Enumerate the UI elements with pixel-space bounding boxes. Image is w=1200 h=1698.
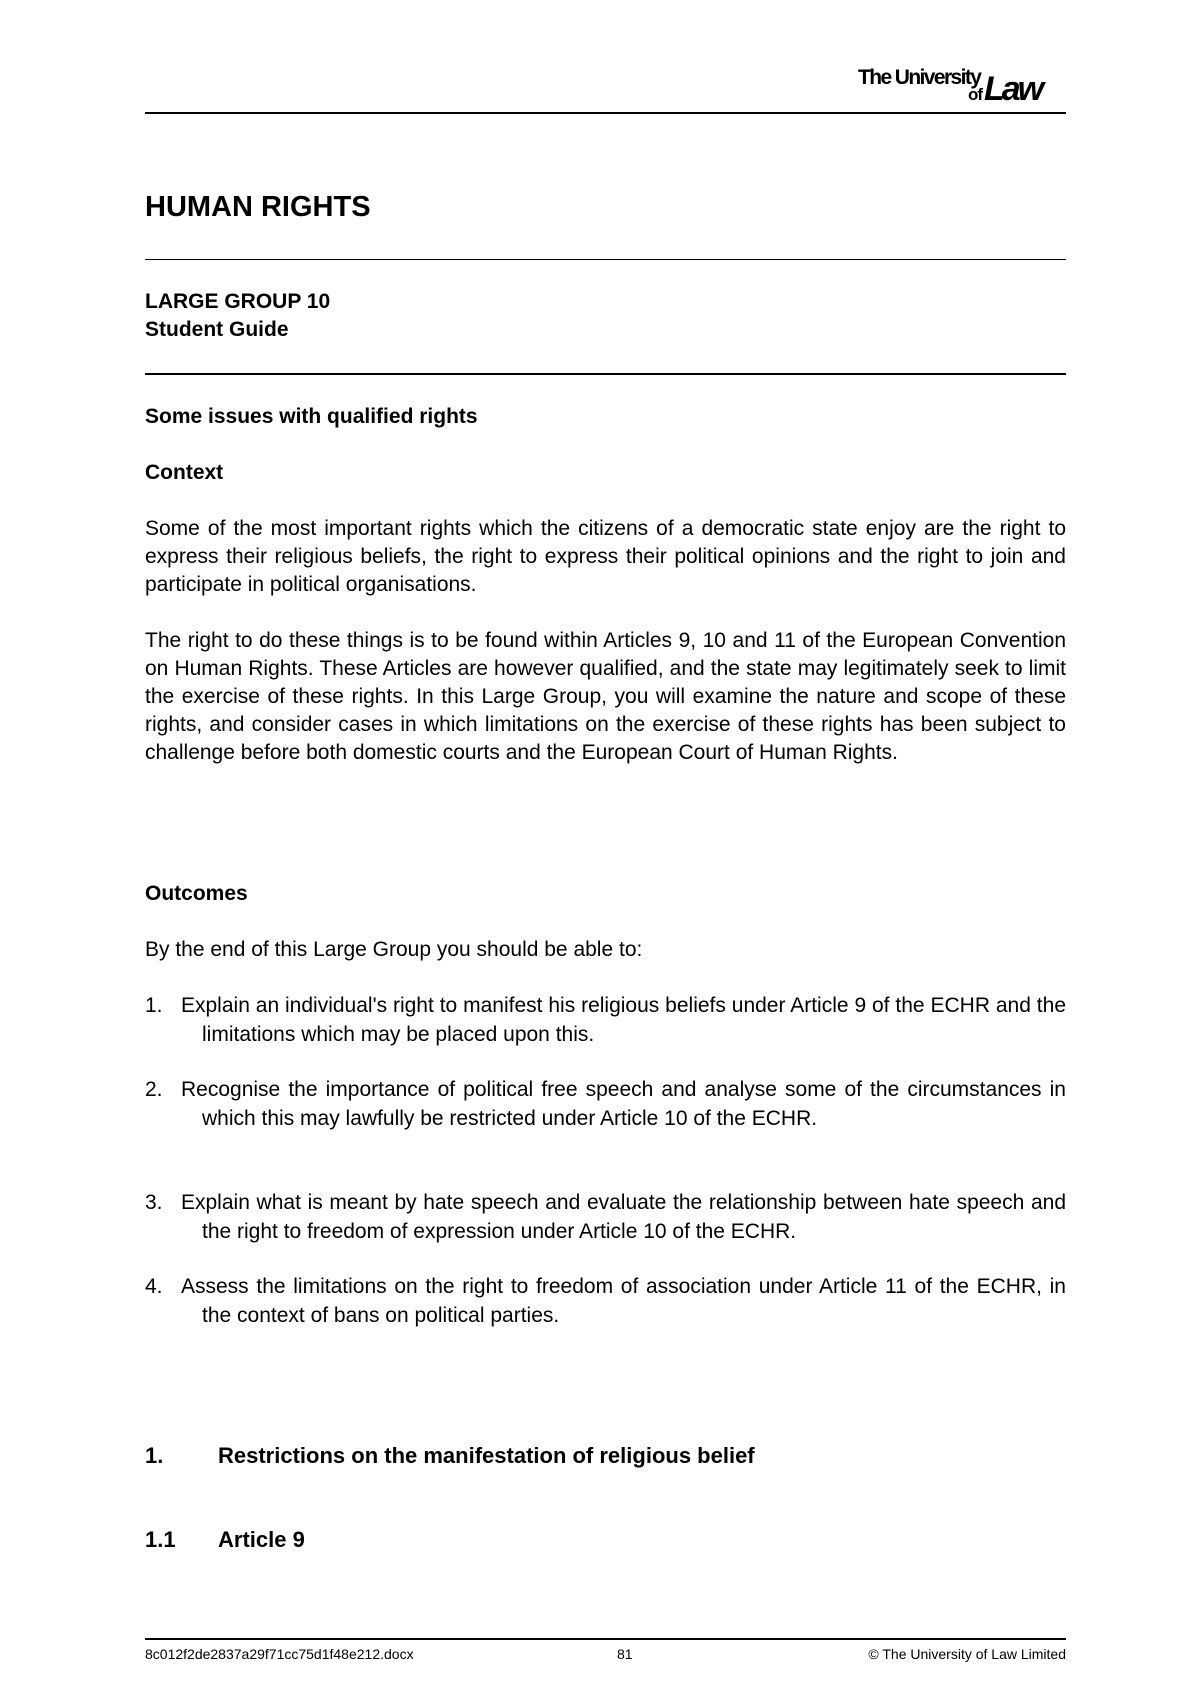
context-heading: Context: [145, 461, 224, 484]
footer-filename: 8c012f2de2837a29f71cc75d1f48e212.docx: [145, 1646, 414, 1662]
outcome-number: 3.: [145, 1191, 163, 1214]
outcome-text: Recognise the importance of political free speech and analyse some of the circumstances in which this may lawfully be restricted under Article 10 of the ECHR.: [181, 1078, 1066, 1130]
section-1-1-title: Article 9: [218, 1527, 305, 1552]
university-logo: [858, 66, 1068, 106]
logo-of: of: [968, 85, 983, 104]
context-paragraph-1: Some of the most important rights which the citizens of a democratic state enjoy are the right to express their religious beliefs, the right to express their political opinions and the right to join and participate in political organisations.: [145, 517, 1066, 596]
footer-rule: [145, 1638, 1066, 1640]
header-rule: [145, 112, 1066, 114]
logo-law: Law: [984, 70, 1042, 108]
outcome-item-3: [145, 1189, 1066, 1249]
outcome-number: 2.: [145, 1078, 163, 1101]
outcome-number: 4.: [145, 1275, 163, 1298]
outcome-text: Explain an individual's right to manifest his religious beliefs under Article 9 of the ECHR and the limitations which may be placed upon this.: [181, 994, 1066, 1046]
outcome-item-2: [145, 1076, 1066, 1166]
outcomes-intro: By the end of this Large Group you should be able to:: [145, 938, 643, 961]
outcome-number: 1.: [145, 994, 163, 1017]
section-1-title: Restrictions on the manifestation of religious belief: [218, 1443, 755, 1468]
outcome-item-4: [145, 1273, 1066, 1333]
outcome-text: Assess the limitations on the right to freedom of association under Article 11 of the ECHR, in the context of bans on political parties.: [181, 1275, 1066, 1327]
context-paragraph-2: The right to do these things is to be found within Articles 9, 10 and 11 of the European Convention on Human Rights. These Articles are however qualified, and the state may legitimately seek to limit the exercise of these rights. In this Large Group, you will examine the nature and scope of these rights, and consider cases in which limitations on the exercise of these rights has been subject to challenge before both domestic courts and the European Court of Human Rights.: [145, 629, 1066, 764]
outcome-item-1: [145, 992, 1066, 1052]
section-1-1-number: 1.1: [145, 1527, 176, 1552]
document-title: HUMAN RIGHTS: [145, 191, 371, 223]
topic-heading: Some issues with qualified rights: [145, 405, 478, 428]
footer-page-number: 81: [617, 1646, 633, 1662]
subheader-line2: Student Guide: [145, 318, 289, 341]
footer-copyright: © The University of Law Limited: [868, 1646, 1066, 1662]
title-rule: [145, 259, 1066, 260]
logo-line1: The University: [858, 66, 981, 89]
outcomes-heading: Outcomes: [145, 882, 248, 905]
subheader-line1: LARGE GROUP 10: [145, 290, 331, 313]
subheader-rule: [145, 373, 1066, 375]
outcome-text: Explain what is meant by hate speech and evaluate the relationship between hate speech and the right to freedom of expression under Article 10 of the ECHR.: [181, 1191, 1066, 1243]
section-1-number: 1.: [145, 1443, 164, 1468]
